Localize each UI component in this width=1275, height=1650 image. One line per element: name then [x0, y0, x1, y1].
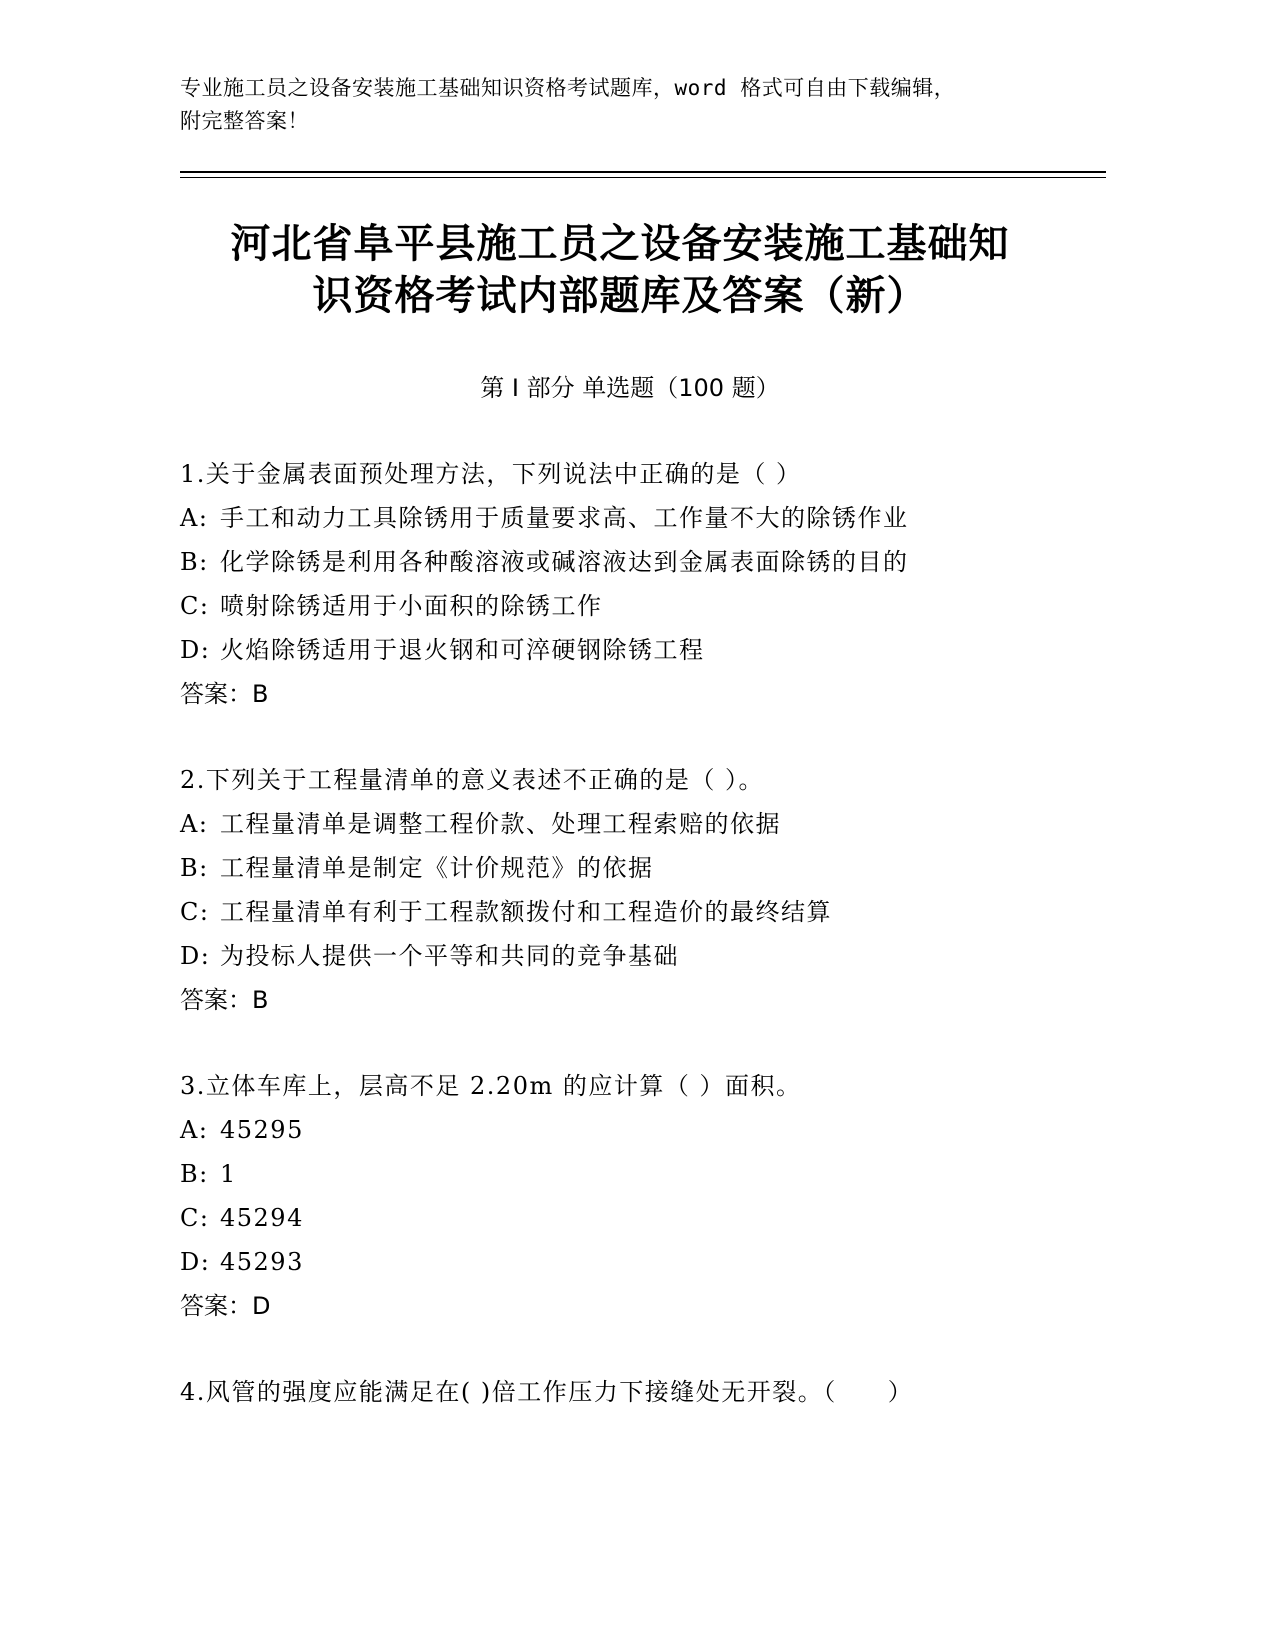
- option-letter: C:: [180, 898, 210, 926]
- option-text: 工程量清单是制定《计价规范》的依据: [220, 854, 654, 882]
- option-text: 火焰除锈适用于退火钢和可淬硬钢除锈工程: [220, 636, 705, 664]
- question-2: [180, 758, 1100, 1022]
- question-stem: 4.风管的强度应能满足在( )倍工作压力下接缝处无开裂。（ ）: [180, 1378, 914, 1406]
- option-text: 45294: [220, 1204, 304, 1232]
- option-a: [180, 1108, 1100, 1152]
- header-note: [180, 72, 1060, 138]
- option-letter: C:: [180, 1204, 210, 1232]
- option-letter: B:: [180, 548, 209, 576]
- option-c: [180, 584, 1100, 628]
- option-text: 工程量清单有利于工程款额拨付和工程造价的最终结算: [220, 898, 832, 926]
- option-d: [180, 628, 1100, 672]
- document-title-line-1: 河北省阜平县施工员之设备安装施工基础知: [230, 221, 1010, 267]
- question-stem: 1.关于金属表面预处理方法，下列说法中正确的是（ ）: [180, 460, 802, 488]
- option-b: [180, 1152, 1100, 1196]
- option-letter: A:: [180, 810, 209, 838]
- option-a: [180, 802, 1100, 846]
- option-text: 为投标人提供一个平等和共同的竞争基础: [220, 942, 679, 970]
- document-title-line-2: 识资格考试内部题库及答案（新）: [312, 273, 928, 319]
- option-letter: D:: [180, 636, 211, 664]
- question-3: [180, 1064, 1100, 1328]
- question-stem: 2.下列关于工程量清单的意义表述不正确的是（ ）。: [180, 766, 765, 794]
- option-c: [180, 1196, 1100, 1240]
- question-stem: 3.立体车库上，层高不足 2.20m 的应计算（ ）面积。: [180, 1072, 802, 1100]
- option-b: [180, 540, 1100, 584]
- option-letter: D:: [180, 942, 211, 970]
- option-letter: B:: [180, 1160, 209, 1188]
- option-letter: A:: [180, 1116, 209, 1144]
- header-note-line-1: 专业施工员之设备安装施工基础知识资格考试题库，word 格式可自由下载编辑，: [180, 76, 956, 100]
- option-c: [180, 890, 1100, 934]
- option-b: [180, 846, 1100, 890]
- option-letter: D:: [180, 1248, 211, 1276]
- option-text: 喷射除锈适用于小面积的除锈工作: [220, 592, 603, 620]
- option-letter: A:: [180, 504, 209, 532]
- option-text: 化学除锈是利用各种酸溶液或碱溶液达到金属表面除锈的目的: [220, 548, 909, 576]
- question-list: [180, 452, 1100, 1456]
- header-divider-thin: [180, 177, 1106, 178]
- section-title: 第 I 部分 单选题（100 题）: [480, 374, 780, 402]
- answer-line: 答案：B: [180, 986, 269, 1014]
- answer-line: 答案：D: [180, 1292, 271, 1320]
- option-text: 45295: [220, 1116, 304, 1144]
- option-letter: B:: [180, 854, 209, 882]
- header-divider-thick: [180, 171, 1106, 173]
- header-note-line-2: 附完整答案！: [180, 109, 309, 133]
- question-4: [180, 1370, 1100, 1414]
- option-text: 1: [220, 1160, 237, 1188]
- option-a: [180, 496, 1100, 540]
- option-d: [180, 1240, 1100, 1284]
- option-text: 工程量清单是调整工程价款、处理工程索赔的依据: [220, 810, 781, 838]
- answer-line: 答案：B: [180, 680, 269, 708]
- option-text: 45293: [220, 1248, 304, 1276]
- option-text: 手工和动力工具除锈用于质量要求高、工作量不大的除锈作业: [220, 504, 909, 532]
- document-title: [180, 218, 1060, 322]
- question-1: [180, 452, 1100, 716]
- option-letter: C:: [180, 592, 210, 620]
- option-d: [180, 934, 1100, 978]
